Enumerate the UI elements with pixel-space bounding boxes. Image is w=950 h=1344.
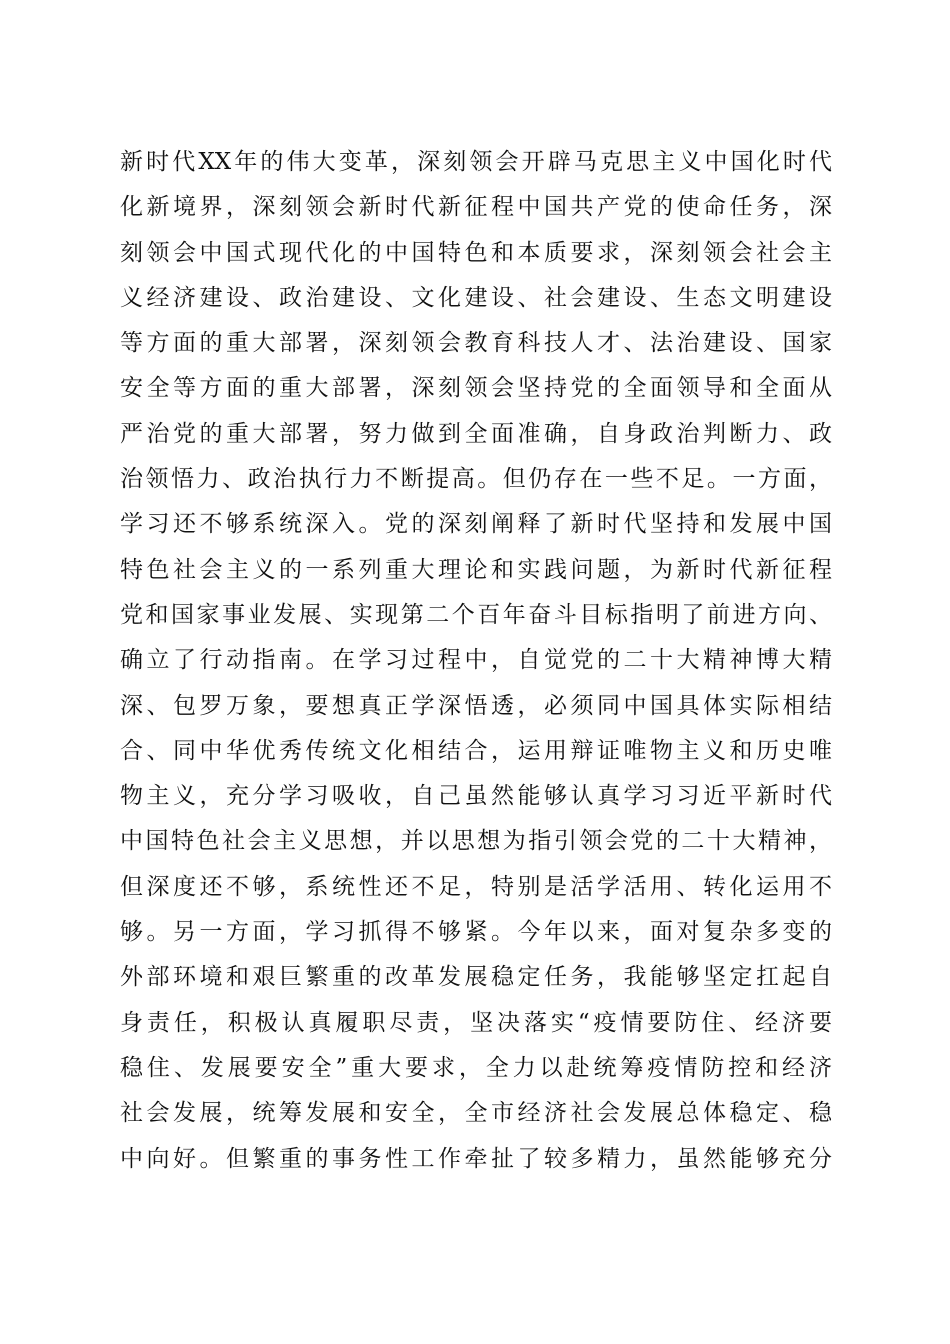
text-line: 中国特色社会主义思想，并以思想为指引领会党的二十大精神， xyxy=(120,828,832,855)
text-line: 安全等方面的重大部署，深刻领会坚持党的全面领导和全面从 xyxy=(120,375,832,402)
text-line: 义经济建设、政治建设、文化建设、社会建设、生态文明建设 xyxy=(120,284,832,311)
text-line: 学习还不够系统深入。党的深刻阐释了新时代坚持和发展中国 xyxy=(120,511,832,538)
text-line: 物主义，充分学习吸收，自己虽然能够认真学习习近平新时代 xyxy=(120,783,832,810)
body-paragraph xyxy=(120,140,832,1182)
text-line: 党和国家事业发展、实现第二个百年奋斗目标指明了前进方向、 xyxy=(120,601,832,628)
text-line: 严治党的重大部署，努力做到全面准确，自身政治判断力、政 xyxy=(120,420,832,447)
text-line: 外部环境和艰巨繁重的改革发展稳定任务，我能够坚定扛起自 xyxy=(120,964,832,991)
text-line: 稳住、发展要安全”重大要求，全力以赴统筹疫情防控和经济 xyxy=(120,1054,832,1081)
text-line: 深、包罗万象，要想真正学深悟透，必须同中国具体实际相结 xyxy=(120,692,832,719)
text-line: 化新境界，深刻领会新时代新征程中国共产党的使命任务，深 xyxy=(120,194,832,221)
text-line: 治领悟力、政治执行力不断提高。但仍存在一些不足。一方面， xyxy=(120,466,832,493)
text-line: 新时代XX年的伟大变革，深刻领会开辟马克思主义中国化时代 xyxy=(120,149,832,175)
text-line: 合、同中华优秀传统文化相结合，运用辩证唯物主义和历史唯 xyxy=(120,737,832,764)
text-line: 身责任，积极认真履职尽责，坚决落实“疫情要防住、经济要 xyxy=(120,1009,832,1036)
text-line: 但深度还不够，系统性还不足，特别是活学活用、转化运用不 xyxy=(120,873,832,900)
text-line: 刻领会中国式现代化的中国特色和本质要求，深刻领会社会主 xyxy=(120,239,832,266)
text-line: 特色社会主义的一系列重大理论和实践问题，为新时代新征程 xyxy=(120,556,832,583)
text-line: 够。另一方面，学习抓得不够紧。今年以来，面对复杂多变的 xyxy=(120,919,832,946)
text-line: 中向好。但繁重的事务性工作牵扯了较多精力，虽然能够充分 xyxy=(120,1145,832,1172)
text-line: 社会发展，统筹发展和安全，全市经济社会发展总体稳定、稳 xyxy=(120,1100,832,1127)
text-line: 等方面的重大部署，深刻领会教育科技人才、法治建设、国家 xyxy=(120,330,832,357)
text-line: 确立了行动指南。在学习过程中，自觉党的二十大精神博大精 xyxy=(120,647,832,674)
